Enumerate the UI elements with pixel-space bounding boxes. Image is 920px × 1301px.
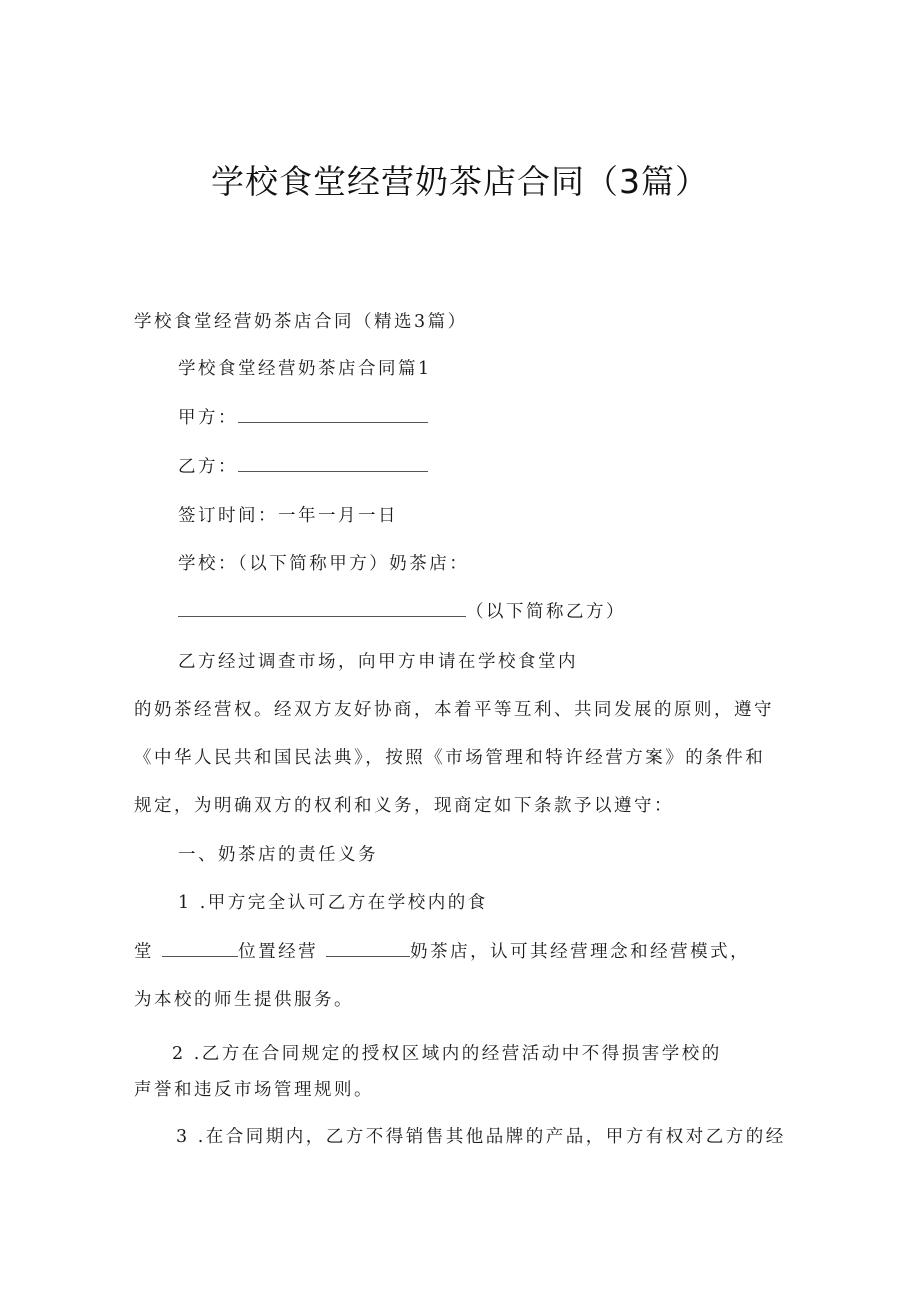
location-label: 位置经营 [238,942,319,962]
document-subtitle: 学校食堂经营奶茶店合同（精选3篇） [134,312,468,332]
school-line: 学校：（以下简称甲方）奶茶店： [178,554,470,574]
item-1-line-1: 1 .甲方完全认可乙方在学校内的食 [178,893,488,913]
party-a-row [178,406,428,430]
canteen-word: 堂 [134,942,154,962]
shop-name-blank [178,600,466,617]
intro-line-1: 乙方经过调查市场，向甲方申请在学校食堂内 [178,652,578,672]
section-heading: 学校食堂经营奶茶店合同篇1 [178,359,432,379]
shop-row [178,600,626,624]
location-blank [162,940,238,957]
item-2-line-1: 2 .乙方在合同规定的授权区域内的经营活动中不得损害学校的 [172,1044,722,1064]
party-b-label: 乙方： [178,457,238,477]
brand-blank [326,940,410,957]
signing-time: 签订时间：一年一月一日 [178,506,398,526]
intro-line-4: 规定，为明确双方的权利和义务，现商定如下条款予以遵守： [134,796,674,816]
item-1-rest: 奶茶店，认可其经营理念和经营模式， [410,942,751,962]
shop-abbrev: （以下简称乙方） [466,602,626,622]
party-a-blank [238,406,428,423]
clause-heading: 一、奶茶店的责任义务 [178,845,378,865]
intro-line-2: 的奶茶经营权。经双方友好协商，本着平等互利、共同发展的原则，遵守 [134,700,774,720]
party-b-row [178,455,428,479]
item-1-line-2 [134,940,750,964]
item-1-line-3: 为本校的师生提供服务。 [134,990,354,1010]
document-title: 学校食堂经营奶茶店合同（3篇） [211,162,709,201]
party-a-label: 甲方： [178,408,238,428]
party-b-blank [238,455,428,472]
intro-line-3: 《中华人民共和国民法典》，按照《市场管理和特许经营方案》的条件和 [134,748,766,768]
item-3-line-1: 3 .在合同期内，乙方不得销售其他品牌的产品，甲方有权对乙方的经 [176,1127,786,1147]
item-2-line-2: 声誉和违反市场管理规则。 [134,1080,374,1100]
